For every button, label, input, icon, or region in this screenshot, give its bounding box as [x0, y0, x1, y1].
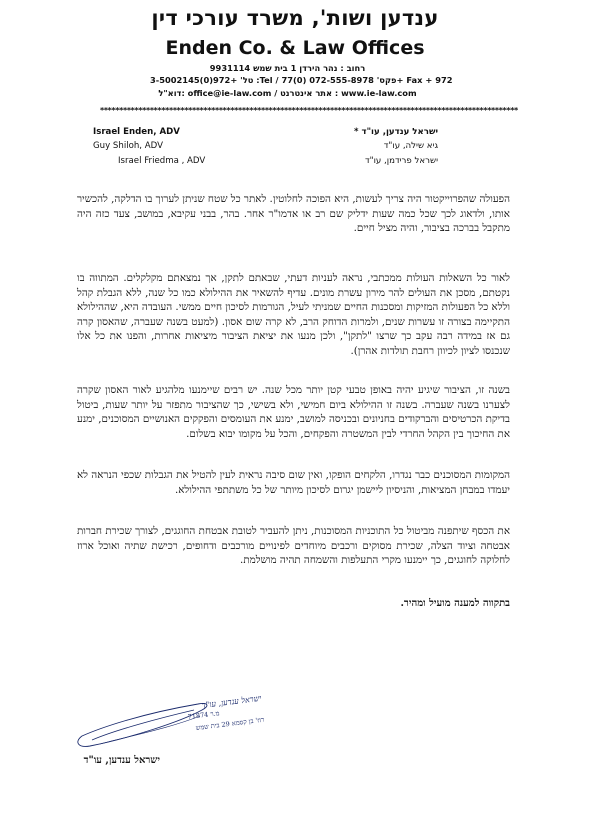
letterhead-separator: *************************************************************************************************************: [100, 106, 518, 115]
stamp-address: רח' בן קסמא 29 בית שמש: [195, 715, 265, 732]
body-paragraph-5: את הכסף שיתפנה מביטול כל התוכניות המסוכנות, ניתן להעביר לטובת אבטחת החוגגים, לצורך שכירת חברות אבטחה וציוד הצלה, שכירת מסוקים ורכבים מיוחדים לפינויים מורכבים ודחופים, רכישת שתיה ואוכל ארוז לחלוקה לחוגגים, כך יימנעו מקרי התעלפות והשמחה תהיה מושלמת.: [77, 525, 510, 566]
letterhead-address: רחוב : נהר הירדן 1 בית שמש 9931114: [209, 63, 366, 73]
letterhead-web-email: דוא"ל: office@ie-law.com / אתר אינטרנט : www.ie-law.com: [158, 88, 417, 98]
letterhead-title-hebrew: ענדען ושות', משרד עורכי דין: [151, 6, 439, 30]
closing-line: בתקווה למענה מועיל ומהיר.: [400, 598, 510, 609]
body-paragraph-2: לאור כל השאלות העולות ממכתבי, נראה לעניות דעתי, שבאתם לתקן, אך נמצאתם מקלקלים. המתווה בו נקטתם, מסכן את העולים להר מירון עשרת מונים. עדיף להשאיר את ההילולא כמו כל שנה, ללא הגבלת קהל וללא כל הפעולות המזיקות ומסכנות החיים שמניתי לעיל, הגורמות לסיכון חיים ממשי. העובדה היא, שההילולא התקיימה בצורה זו עשרות שנים, ולמרות הדוחק הרב, לא קרה שום אסון. (למעט בשנה שעברה, שהאסון קרה גם אז במידה רבה עקב כך שרצו "לתקן", ולכן מנעו את יציאת הציבור מיציאות אחרות, והפנו את כל אלו שנכנסו לציון לכיוון רחבת תולדות אהרן).: [77, 272, 510, 357]
signature-flourish-outer: [78, 703, 207, 746]
signature-license: מ.ר 71874: [187, 709, 220, 721]
signature-stamp-graphic: [70, 684, 265, 752]
partner-he-3: ישראל פרידמן, עו"ד: [364, 156, 438, 166]
partner-en-3: Israel Friedma , ADV: [118, 156, 206, 166]
partner-he-1: ישראל ענדען, עו"ד *: [354, 127, 438, 137]
partner-en-1: Israel Enden, ADV: [93, 127, 180, 137]
signature-handwritten: ישראל ענדען, עו"ד: [201, 693, 262, 710]
letterhead-phone-fax: טל' +972(0)3-5002145 :Tel / פקס' 072-555-8978 (0)77+ Fax + 972: [150, 75, 453, 85]
signature-flourish-inner: [92, 710, 194, 740]
body-paragraph-3: בשנה זו, הציבור שיגיע יהיה באופן טבעי קטן יותר מכל שנה. יש רבים שיימנעו מלהגיע לאור האסון שקרה לצערנו בשנה שעברה. בשנה זו ההילולא ביום חמישי, ולא בשישי, כך שהציבור מתפזר על יותר שעות, ביטול בדיקת הכרטיסים והברקודים בחניונים ובכניסה למושב, ימנע את העומסים והפקקים האנושיים המסוכנים, ימנע את החיכוך בין הקהל החרדי לבין המשטרה והפקחים, והכל על מקומו יבוא בשלום.: [77, 384, 510, 440]
body-paragraph-1: הפעולה שהפרוייקטור היה צריך לעשות, היא הפוכה לחלוטין. לאתר כל שטח שניתן לערוך בו הדלקה, להכשיר אותו, ולדאוג לכך שכל כמה שעות ידליק שם רב או אדמו"ר אחר. בהר, בבני עקיבא, במושב, צעד כזה היה מתקבל בברכה בציבור, והיה מציל חיים.: [77, 193, 510, 234]
letterhead-title-english: Enden Co. & Law Offices: [165, 37, 425, 59]
body-paragraph-4: המקומות המסוכנים כבר נגדרו, הלקחים הופקו, ואין שום סיבה נראית לעין להטיל את הגבלות שכפי הנראה לא יעמדו במבחן המציאות, והניסיון ליישמן יגרום לסיכון מיותר של כל משתתפי ההילולא.: [77, 469, 510, 496]
partner-en-2: Guy Shiloh, ADV: [93, 141, 163, 151]
partner-he-2: גיא שילה, עו"ד: [383, 141, 438, 151]
signer-name: ישראל ענדען, עו"ד: [83, 755, 160, 766]
